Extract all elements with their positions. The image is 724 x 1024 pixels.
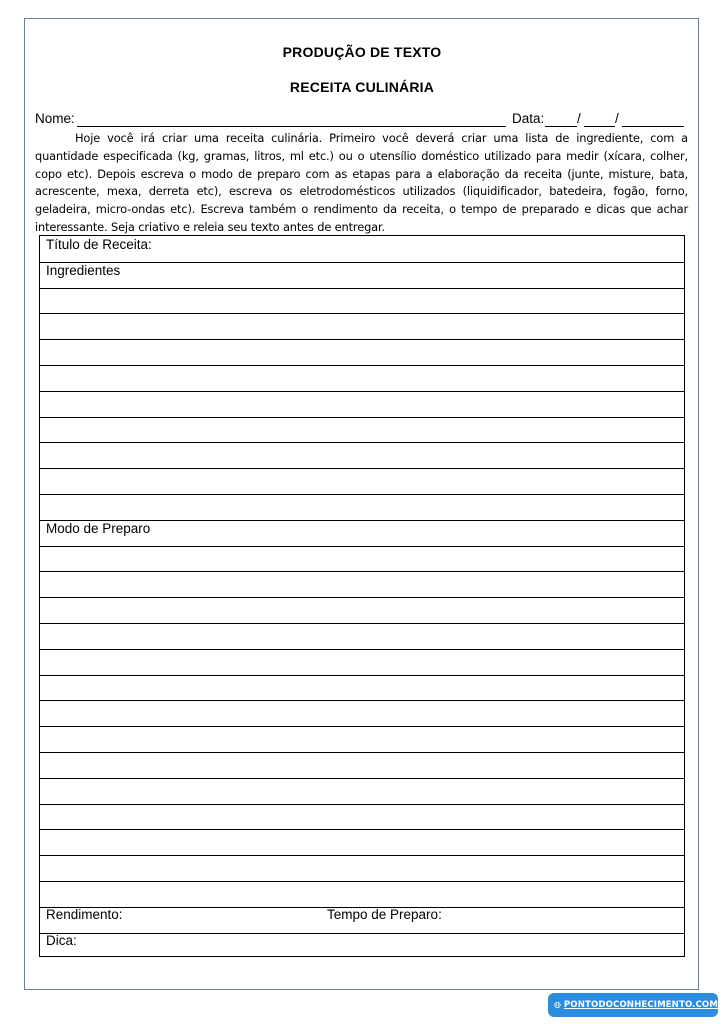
form-row-line[interactable]	[40, 546, 684, 547]
form-row-line[interactable]	[40, 907, 684, 908]
form-row-line[interactable]	[40, 726, 684, 727]
tip-label: Dica:	[46, 933, 77, 948]
method-label: Modo de Preparo	[46, 521, 151, 536]
recipe-title-label: Título de Receita:	[46, 237, 152, 252]
date-separator: /	[577, 111, 581, 126]
form-row-line[interactable]	[40, 933, 684, 934]
date-month-field[interactable]	[584, 126, 615, 127]
form-row-line[interactable]	[40, 391, 684, 392]
form-row-line[interactable]	[40, 494, 684, 495]
date-label: Data:	[512, 111, 545, 126]
date-separator: /	[615, 111, 619, 126]
instructions-paragraph: Hoje você irá criar uma receita culinária. Primeiro você deverá criar uma lista de ingrediente, com a quantidade especificada (kg, gramas, litros, ml etc.) ou o utensílio doméstico utilizado para medir (xícara, colher, copo etc). Depois escreva o modo de preparo com as etapas para a elaboração da receita (junte, misture, bata, acrescente, mexa, derreta etc), escreva os eletrodomésticos utilizados (liquidificador, batedeira, fogão, forno, geladeira, micro-ondas etc). Escreva também o rendimento da receita, o tempo de preparado e dicas que achar interessante. Seja criativo e releia seu texto antes de entregar.	[35, 131, 688, 234]
recipe-form-table	[39, 235, 685, 957]
name-field[interactable]	[77, 126, 506, 127]
form-row-line[interactable]	[40, 339, 684, 340]
site-badge[interactable]	[548, 993, 718, 1017]
yield-label: Rendimento:	[46, 907, 123, 922]
date-day-field[interactable]	[545, 126, 577, 127]
form-row-line[interactable]	[40, 313, 684, 314]
date-year-field[interactable]	[622, 126, 684, 127]
document-title: PRODUÇÃO DE TEXTO	[282, 44, 442, 60]
form-row-line[interactable]	[40, 700, 684, 701]
form-row-line[interactable]	[40, 262, 684, 263]
form-row-line[interactable]	[40, 778, 684, 779]
form-row-line[interactable]	[40, 675, 684, 676]
form-row-line[interactable]	[40, 288, 684, 289]
globe-logo-icon	[554, 997, 561, 1013]
form-row-line[interactable]	[40, 829, 684, 830]
prep-time-label: Tempo de Preparo:	[327, 907, 442, 922]
ingredients-label: Ingredientes	[46, 263, 121, 278]
form-row-line[interactable]	[40, 571, 684, 572]
form-row-line[interactable]	[40, 417, 684, 418]
form-row-line[interactable]	[40, 804, 684, 805]
form-row-line[interactable]	[40, 442, 684, 443]
form-row-line[interactable]	[40, 649, 684, 650]
form-row-line[interactable]	[40, 752, 684, 753]
form-row-line[interactable]	[40, 881, 684, 882]
name-label: Nome:	[35, 111, 75, 126]
form-row-line[interactable]	[40, 623, 684, 624]
form-row-line[interactable]	[40, 597, 684, 598]
name-date-line	[35, 111, 687, 129]
form-row-line[interactable]	[40, 468, 684, 469]
form-row-line[interactable]	[40, 365, 684, 366]
form-row-line[interactable]	[40, 520, 684, 521]
site-url: PONTODOCONHECIMENTO.COM	[563, 1000, 718, 1010]
form-row-line[interactable]	[40, 855, 684, 856]
document-subtitle: RECEITA CULINÁRIA	[289, 79, 435, 95]
